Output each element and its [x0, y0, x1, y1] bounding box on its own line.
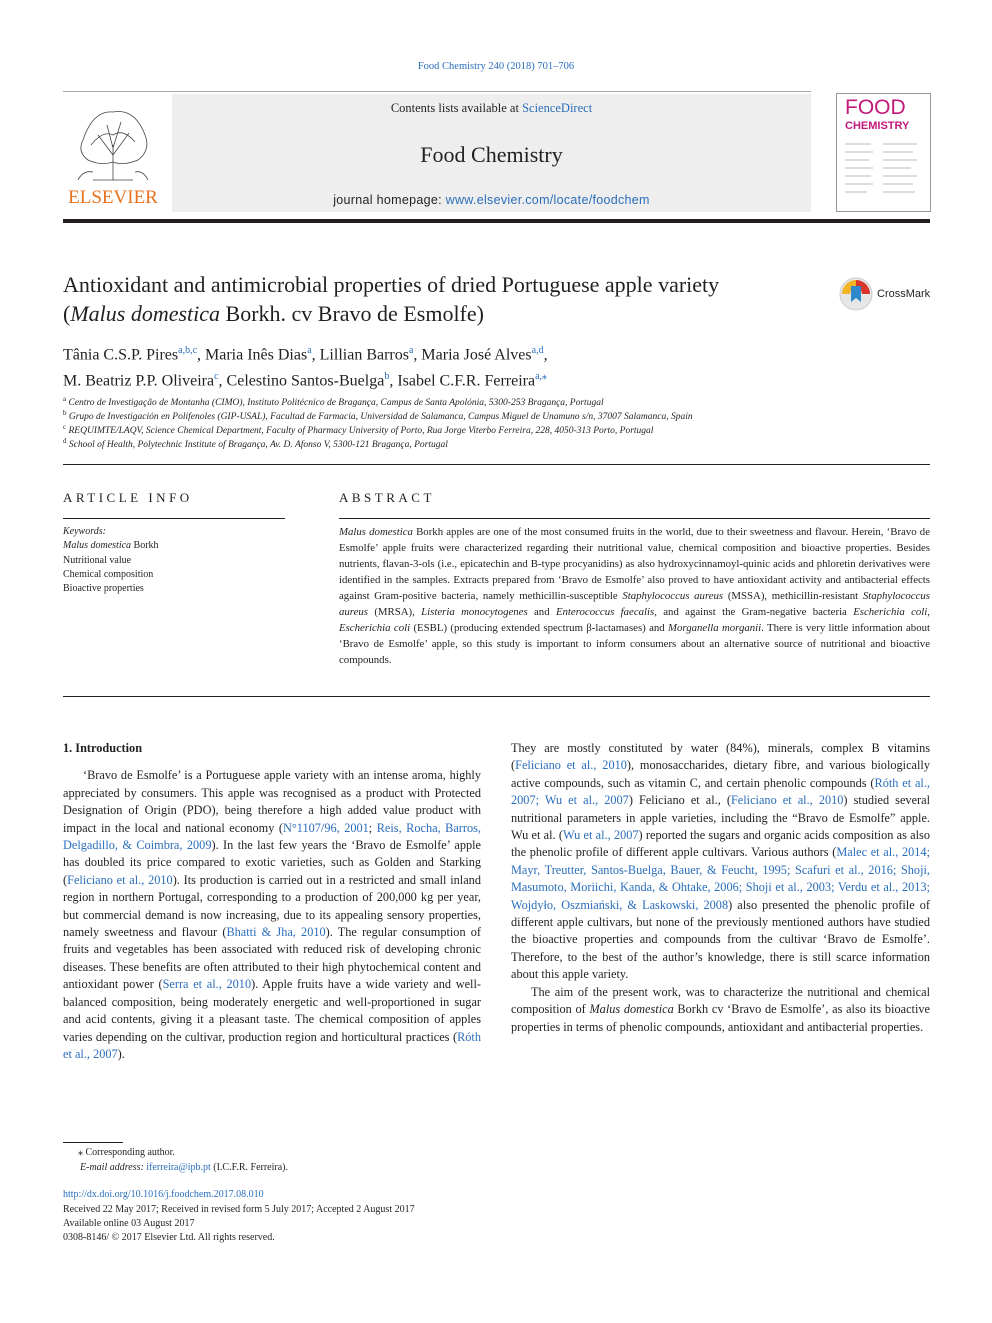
corresponding-author-note: ⁎ Corresponding author. — [78, 1147, 175, 1158]
author-affil-ref[interactable]: a,⁎ — [535, 371, 548, 383]
email-note: E-mail address: iferreira@ipb.pt (I.C.F.R. Ferreira). — [80, 1162, 289, 1173]
author-affil-ref[interactable]: a — [408, 345, 414, 356]
contents-line: Contents lists available at ScienceDirect — [390, 101, 593, 115]
header-rule — [63, 91, 811, 92]
citation-link[interactable]: Feliciano et al., 2010 — [515, 758, 627, 773]
abstract-text: (ESBL) (producing extended spectrum β-lactamases) and — [410, 622, 669, 634]
body-text: Malus domestica — [589, 1002, 674, 1017]
abstract-text: Malus domestica — [339, 526, 413, 538]
crossmark-icon[interactable] — [838, 276, 874, 312]
article-title: Antioxidant and antimicrobial properties of dried Portuguese apple variety (Malus domestica Borkh. cv Bravo de Esmolfe) — [63, 272, 720, 326]
abstract-heading: ABSTRACT — [339, 490, 435, 505]
abstract-text: Listeria monocytogenes — [421, 606, 528, 618]
abstract-text: Escherichia coli — [339, 622, 411, 634]
footnote-rule — [63, 1142, 123, 1143]
email-link[interactable]: iferreira@ipb.pt — [146, 1162, 211, 1173]
journal-title: Food Chemistry — [420, 142, 563, 167]
article-info-heading: ARTICLE INFO — [63, 490, 193, 505]
abstract-text: Enterococcus faecalis — [555, 606, 655, 618]
abstract-rule — [339, 518, 930, 519]
abstract-text: and — [527, 606, 556, 618]
citation-link[interactable]: Malec et al., 2014; Mayr, Treutter, Santos-Buelga, Bauer, & Feucht, 1995; Scafuri et al., 2016; Shoji, Masumoto, Moriichi, Kanda, & Ohtake, 2006; Shoji et al., 2003; Verdu et al., 2013; Wojdyło, Oszmiański, & Laskowski, 2008 — [511, 845, 930, 912]
author-name: M. Beatriz P.P. Oliveira — [63, 372, 215, 390]
keywords-label: Keywords: — [63, 526, 106, 537]
crossmark-label[interactable]: CrossMark — [877, 288, 931, 300]
body-text: ). The regular consumption of fruits and vegetables has been associated with reduced risk of developing chronic diseases. These benefits are often attributed to their high phytochemical content and antioxidant power ( — [63, 925, 482, 992]
abstract-text: Borkh apples are one of the most consumed fruits in the world, due to their sweetness and flavour. Herein, ‘Bravo de Esmolfe’ apple fruits were characterized regarding their nutritional value, chemical composition and bioactive properties. Besides nutrients, flavan-3-ols (i.e., epicatechin and B-type procyanidins) as also hydroxycinnamoyl-quinic acids and phloretin derivatives were identified in the samples. Extracts prepared from ‘Bravo de Esmolfe’ also proved to have antioxidant activity and antibacterial effects against Gram-positive bacteria, namely methicillin-susceptible — [339, 526, 930, 602]
cover-title-food: FOOD — [845, 96, 906, 119]
author-name: Tânia C.S.P. Pires — [63, 346, 179, 364]
abstract-text: Staphylococcus aureus — [622, 590, 724, 602]
body-text: They are mostly constituted by water (84%), minerals, complex B vitamins ( — [511, 741, 930, 773]
author-name: Celestino Santos-Buelga — [226, 372, 385, 390]
author-affil-ref[interactable]: b — [384, 371, 390, 383]
intro-paragraph-3 — [511, 984, 930, 1036]
abstract-text: . There is very little information about ‘Bravo de Esmolfe’ apple, so this study is important to inform consumers about an alternative source of nutritional and bioactive compounds. — [339, 622, 930, 666]
body-text: ; — [368, 820, 377, 835]
body-text: ‘Bravo de Esmolfe’ is a Portuguese apple variety with an intense aroma, highly appreciated by consumers. This apple was recognised as a product with Protected Designation of Origin (PDO), being therefore a high added value product with impact in the local and national economy ( — [63, 768, 481, 835]
body-left-column — [63, 740, 481, 1063]
received-dates: Received 22 May 2017; Received in revised form 5 July 2017; Accepted 2 August 2017 — [63, 1204, 415, 1215]
abstract-text: Escherichia coli — [853, 606, 928, 618]
sciencedirect-link[interactable]: ScienceDirect — [522, 101, 593, 115]
author-name: Maria Inês Dias — [205, 346, 308, 364]
body-text: ) Feliciano et al., ( — [628, 793, 731, 808]
citation-link[interactable]: Bhatti & Jha, 2010 — [226, 925, 326, 940]
author-name: Maria José Alves — [421, 346, 532, 364]
homepage-link[interactable]: www.elsevier.com/locate/foodchem — [445, 193, 650, 207]
journal-homepage: journal homepage: www.elsevier.com/locate/foodchem — [333, 193, 650, 207]
citation-link[interactable]: N°1107/96, 2001 — [282, 820, 369, 835]
section-heading-introduction: 1. Introduction — [63, 741, 143, 755]
body-text: ) reported the sugars and organic acids composition as also the phenolic profile of different apple cultivars. Various authors ( — [511, 828, 930, 860]
body-text: ) also presented the phenolic profile of different apple cultivars, but none of the previously mentioned authors have studied the bioactive properties and compounds from the cultivar ‘Bravo de Esmolfe’. Therefore, to the best of the author’s knowledge, there is still scarce information about this apple variety. — [511, 897, 930, 982]
elsevier-tree-logo — [63, 100, 163, 210]
body-text: The aim of the present work, was to characterize the nutritional and chemical composition of — [511, 984, 930, 1017]
affiliation-b: $^b$ Grupo de Investigación en Polifenoles (GIP-USAL), Facultad de Farmacia, Universidad de Salamanca, Campus Miguel de Unamuno s/n, 37007 Salamanca, Spain — [63, 409, 693, 423]
citation-link[interactable]: Wu et al., 2007 — [562, 828, 639, 843]
body-text: ). — [117, 1046, 125, 1061]
elsevier-wordmark: ELSEVIER — [68, 187, 158, 208]
intro-paragraph-2 — [511, 740, 930, 984]
author-name: Isabel C.F.R. Ferreira — [397, 372, 536, 390]
body-text: Borkh cv ‘Bravo de Esmolfe’, as also its bioactive properties in terms of phenolic compounds, antioxidant and antibacterial properties. — [511, 1002, 930, 1034]
body-right-column — [511, 740, 930, 1036]
author-affil-ref[interactable]: a,b,c — [178, 345, 198, 356]
abstract-text: (MRSA), — [368, 606, 422, 618]
citation-link[interactable]: Serra et al., 2010 — [162, 977, 252, 992]
body-text: ). Apple fruits have a wide variety and well-balanced composition, being moderately energetic and well-proportioned in sugar and acid contents, giving it a pleasant taste. The chemical composition of apples varies depending on the cultivar, production region and horticultural practices ( — [63, 977, 481, 1044]
body-text: ). Its production is carried out in a restricted and small inland region in northern Portugal, corresponding to a production of 200,000 kg per year, but commercial demand is now increasing, due to its appealing sensory properties, namely sweetness and flavour ( — [63, 872, 481, 940]
keyword-2: Nutritional value — [63, 555, 132, 566]
doi-line[interactable]: http://dx.doi.org/10.1016/j.foodchem.2017.08.010 — [63, 1189, 264, 1200]
citation-link[interactable]: Róth et al., 2007; Wu et al., 2007 — [511, 775, 930, 808]
affiliation-d: $^d$ School of Health, Polytechnic Institute of Bragança, Av. D. Afonso V, 5300-121 Bragança, Portugal — [63, 437, 448, 451]
affiliation-a: $^a$ Centro de Investigação de Montanha (CIMO), Instituto Politécnico de Bragança, Campus de Santa Apolónia, 5300-253 Bragança, Portugal — [63, 395, 604, 409]
available-online: Available online 03 August 2017 — [63, 1218, 195, 1229]
body-text: ). In the last few years the ‘Bravo de Esmolfe’ apple has doubled its price compared to exotic varieties, such as Golden and Starking ( — [63, 838, 481, 887]
journal-citation[interactable]: Food Chemistry 240 (2018) 701–706 — [417, 61, 575, 72]
cover-title-chemistry: CHEMISTRY — [845, 120, 910, 132]
affiliation-c: $^c$ REQUIMTE/LAQV, Science Chemical Department, Faculty of Pharmacy University of Porto, Rua Jorge Viterbo Ferreira, 228, 4050-313 Porto, Portugal — [63, 423, 654, 437]
intro-paragraph-1 — [63, 767, 481, 1063]
abstract-text: Morganella morganii — [668, 622, 762, 634]
keyword-4: Bioactive properties — [63, 583, 144, 594]
citation-link[interactable]: Róth et al., 2007 — [63, 1029, 481, 1061]
abstract-text: Staphylococcus aureus — [339, 590, 930, 618]
body-text: ) studied several nutritional parameters in apple varieties, including the “Bravo de Esmolfe” apple. Wu et al. ( — [511, 793, 930, 843]
body-text: ), monosaccharides, dietary fibre, and various biologically active compounds, such as vitamin C, and certain phenolic compounds ( — [511, 758, 930, 790]
author-affil-ref[interactable]: a,d — [531, 345, 544, 356]
abstract-body — [339, 524, 930, 668]
article-info-rule — [63, 518, 285, 519]
journal-cover-thumbnail[interactable] — [836, 93, 931, 212]
copyright-line: 0308-8146/ © 2017 Elsevier Ltd. All rights reserved. — [63, 1232, 275, 1243]
author-list: Tânia C.S.P. Pires$^{a,b,c}$, Maria Inês Dias$^a$, Lillian Barros$^a$, Maria José Alves$^{a,d}$, M. Beatriz P.P. Oliveira$^c$, Celestino Santos-Buelga$^b$, Isabel C.F.R. Ferreira$^{a,⁎}$ — [63, 345, 548, 390]
author-affil-ref[interactable]: a — [307, 345, 312, 356]
author-name: Lillian Barros — [319, 346, 409, 364]
keyword-1: Malus domestica Borkh — [63, 540, 159, 551]
abstract-text: , and against the Gram-negative bacteria — [654, 606, 854, 618]
affiliation-rule — [63, 464, 930, 465]
author-affil-ref[interactable]: c — [214, 371, 219, 383]
citation-link[interactable]: Feliciano et al., 2010 — [67, 872, 173, 887]
header-heavy-rule — [63, 219, 930, 223]
citation-link[interactable]: Reis, Rocha, Barros, Delgadillo, & Coimbra, 2009 — [63, 820, 481, 853]
abstract-text: , — [927, 606, 930, 618]
abstract-bottom-rule — [63, 696, 930, 697]
abstract-text: (MSSA), methicillin-resistant — [723, 590, 863, 602]
cover-contents-lines — [843, 138, 923, 204]
citation-link[interactable]: Feliciano et al., 2010 — [730, 793, 844, 808]
keyword-3: Chemical composition — [63, 569, 154, 580]
